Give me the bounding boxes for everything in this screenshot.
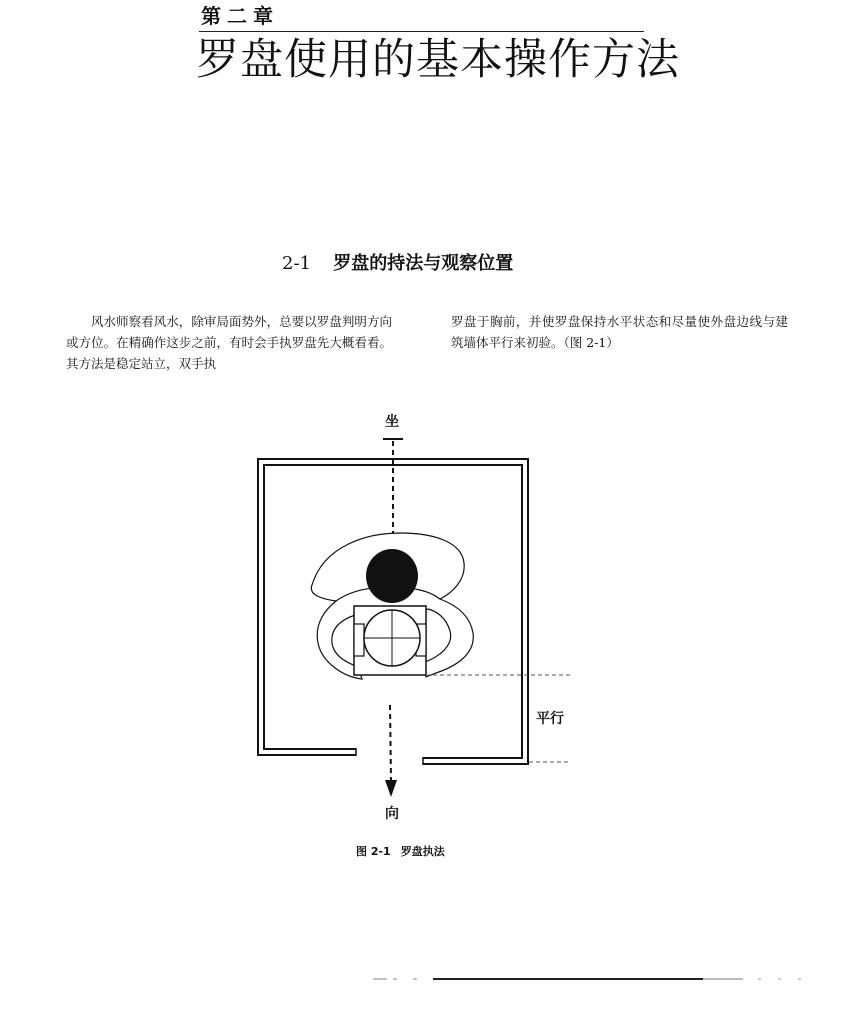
- label-xiang: 向: [385, 806, 399, 822]
- chapter-label: 第二章: [201, 4, 279, 28]
- section-title: 罗盘的持法与观察位置: [333, 253, 514, 274]
- figure-compass-holding: [240, 405, 600, 825]
- section-heading: [282, 251, 513, 277]
- section-number: 2-1: [282, 253, 311, 274]
- compass-hand-left: [354, 624, 364, 656]
- caption-title: 罗盘执法: [400, 845, 445, 858]
- label-zuo: 坐: [385, 414, 399, 430]
- paragraph-left: 风水师察看风水，除审局面势外，总要以罗盘判明方向或方位。在精确作这步之前，有时会手执罗盘先大概看看。其方法是稳定站立，双手执: [66, 314, 392, 371]
- label-parallel: 平行: [536, 711, 564, 727]
- chapter-title: 罗盘使用的基本操作方法: [196, 35, 680, 85]
- bottom-scan-rule: [373, 977, 813, 981]
- body-left-column: [66, 311, 392, 374]
- figure-diagram: [240, 405, 600, 825]
- figure-caption: [356, 843, 445, 859]
- person-head: [366, 549, 418, 603]
- paragraph-right: 罗盘于胸前，并使罗盘保持水平状态和尽量使外盘边线与建筑墙体平行来初验。（图 2-1）: [451, 314, 788, 350]
- chapter-rule: [199, 31, 644, 32]
- caption-number: 图 2-1: [356, 845, 391, 858]
- body-right-column: [451, 311, 788, 353]
- direction-arrow: [385, 780, 397, 797]
- center-axis-lower: [390, 705, 391, 780]
